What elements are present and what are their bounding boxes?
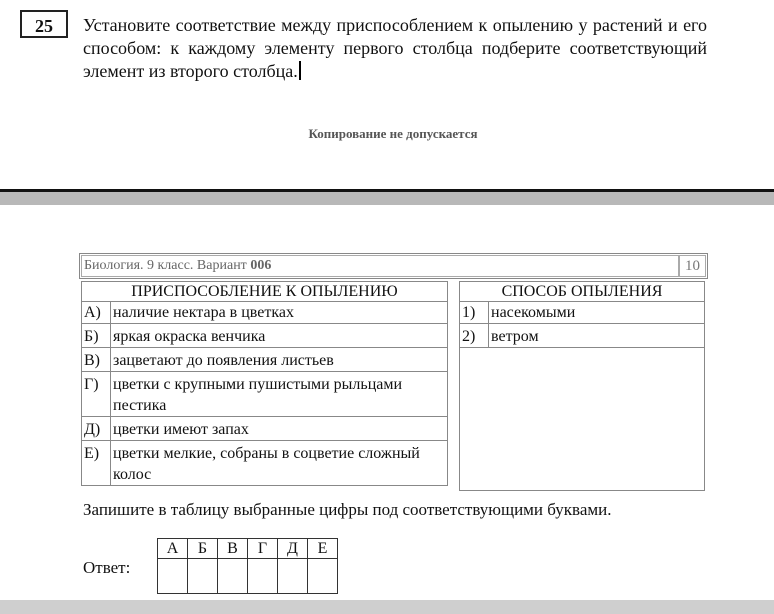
item-label: 1)	[460, 302, 489, 324]
copy-notice: Копирование не допускается	[308, 126, 478, 141]
item-text: зацветают до появления листьев	[111, 348, 448, 372]
page-number: 10	[679, 255, 706, 277]
answer-letter: А	[158, 539, 188, 559]
adaptation-table	[81, 281, 448, 486]
table-row	[460, 324, 705, 348]
answer-letter: Б	[188, 539, 218, 559]
item-label: 2)	[460, 324, 489, 348]
table-row	[82, 441, 448, 486]
method-table	[459, 281, 705, 348]
page-header-subject	[81, 255, 679, 277]
answer-label: Ответ:	[83, 558, 131, 577]
item-text: ветром	[489, 324, 705, 348]
item-text: насекомыми	[489, 302, 705, 324]
answer-cell-c[interactable]	[218, 559, 248, 594]
answer-cells-row	[158, 559, 338, 594]
table-row	[82, 302, 448, 324]
answer-letter: Е	[308, 539, 338, 559]
page-bottom-gap	[0, 600, 774, 614]
question-text-content: Установите соответствие между приспособлением к опылению у растений и его способом: к каждому элементу первого столбца подберите соответствующий элемент из второго столбца.	[83, 15, 707, 81]
answer-cell-d[interactable]	[248, 559, 278, 594]
answer-cell-f[interactable]	[308, 559, 338, 594]
answer-letter: В	[218, 539, 248, 559]
item-text: цветки мелкие, собраны в соцветие сложный колос	[111, 441, 448, 486]
item-label: Е)	[82, 441, 111, 486]
answer-table	[157, 538, 338, 594]
text-cursor	[299, 61, 301, 80]
answer-letter: Г	[248, 539, 278, 559]
table-row	[82, 324, 448, 348]
page-gap	[0, 192, 774, 205]
item-text: яркая окраска венчика	[111, 324, 448, 348]
method-header: СПОСОБ ОПЫЛЕНИЯ	[460, 282, 705, 302]
question-text	[83, 14, 707, 83]
item-text: цветки с крупными пушистыми рыльцами пестика	[111, 372, 448, 417]
table-row	[82, 348, 448, 372]
item-label: Д)	[82, 417, 111, 441]
item-text: наличие нектара в цветках	[111, 302, 448, 324]
header-variant: 006	[250, 258, 272, 273]
table-row	[82, 417, 448, 441]
question-number: 25	[20, 10, 68, 38]
answer-letters-row	[158, 539, 338, 559]
item-text: цветки имеют запах	[111, 417, 448, 441]
instruction-text: Запишите в таблицу выбранные цифры под соответствующими буквами.	[83, 500, 612, 519]
item-label: А)	[82, 302, 111, 324]
item-label: Г)	[82, 372, 111, 417]
answer-cell-b[interactable]	[188, 559, 218, 594]
adaptation-header: ПРИСПОСОБЛЕНИЕ К ОПЫЛЕНИЮ	[82, 282, 448, 302]
header-subject-text: Биология. 9 класс. Вариант	[84, 258, 251, 273]
item-label: Б)	[82, 324, 111, 348]
answer-letter: Д	[278, 539, 308, 559]
table-row	[82, 372, 448, 417]
answer-cell-a[interactable]	[158, 559, 188, 594]
answer-cell-e[interactable]	[278, 559, 308, 594]
table-row	[460, 302, 705, 324]
item-label: В)	[82, 348, 111, 372]
